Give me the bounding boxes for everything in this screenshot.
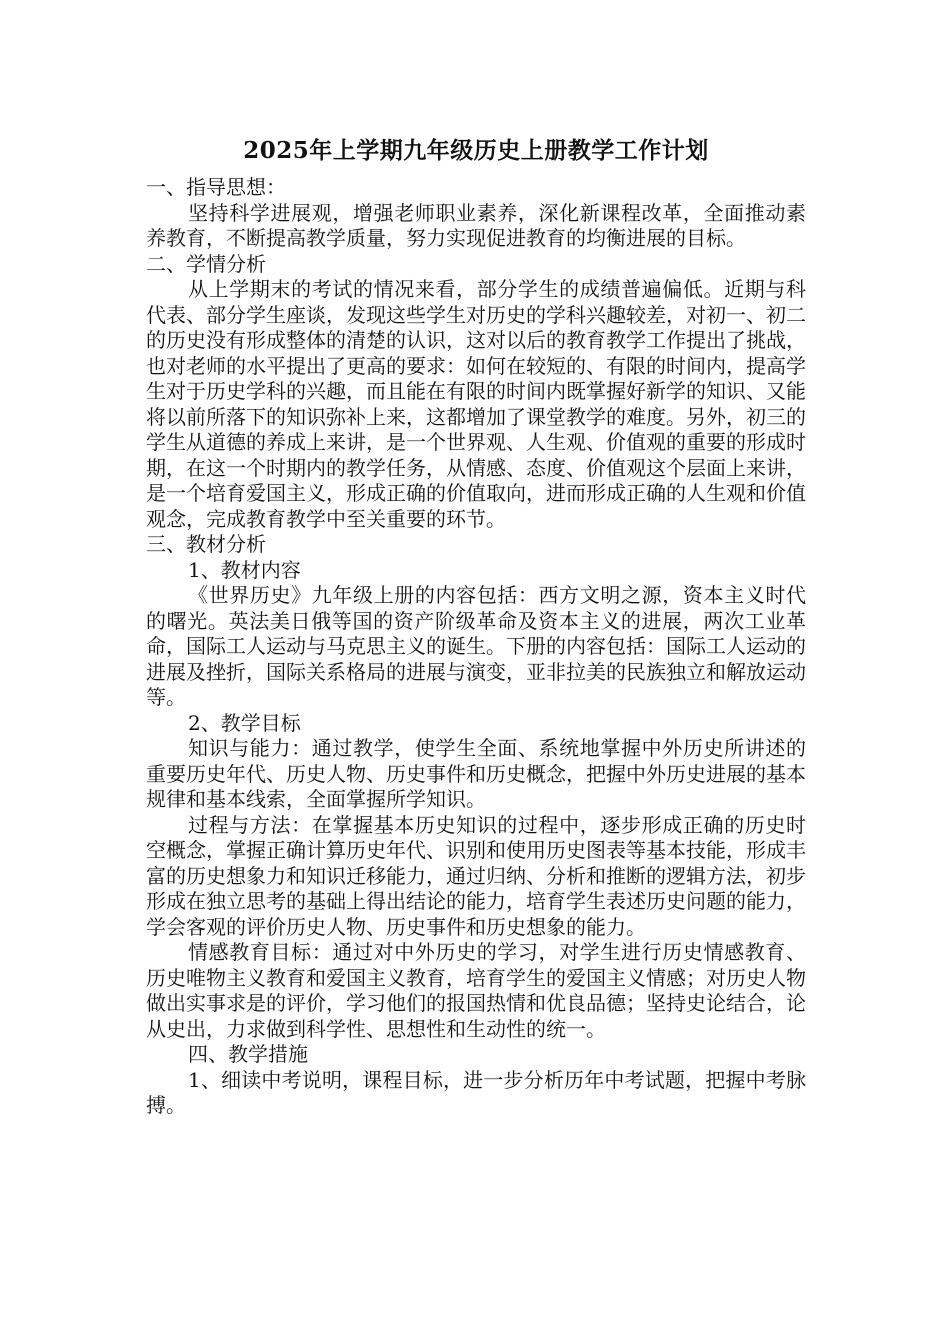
paragraph-textbook-content: 《世界历史》九年级上册的内容包括：西方文明之源，资本主义时代的曙光。英法美日俄等国的资产阶级革命及资本主义的进展，两次工业革命，国际工人运动与马克思主义的诞生。下册的内容包括：国际工人运动的进展及挫折，国际关系格局的进展与演变，亚非拉美的民族独立和解放运动等。 [146,583,806,709]
section-heading-textbook-analysis: 三、教材分析 [146,532,266,556]
subheading-teaching-goals: 2、教学目标 [188,710,301,735]
paragraph-emotion-goals: 情感教育目标：通过对中外历史的学习，对学生进行历史情感教育、历史唯物主义教育和爱国主义教育，培育学生的爱国主义情感；对历史人物做出实事求是的评价，学习他们的报国热情和优良品德；坚持史论结合，论从史出，力求做到科学性、思想性和生动性的统一。 [146,940,806,1041]
paragraph-process-method: 过程与方法：在掌握基本历史知识的过程中，逐步形成正确的历史时空概念，掌握正确计算历史年代、识别和使用历史图表等基本技能，形成丰富的历史想象力和知识迁移能力，通过归纳、分析和推断的逻辑方法，初步形成在独立思考的基础上得出结论的能力，培育学生表述历史问题的能力，学会客观的评价历史人物、历史事件和历史想象的能力。 [146,812,806,939]
document-page [146,135,806,1119]
document-title: 2025年上学期九年级历史上册教学工作计划 [243,137,709,164]
section-heading-student-analysis: 二、学情分析 [146,251,266,276]
paragraph-measure-1: 1、细读中考说明，课程目标，进一步分析历年中考试题，把握中考脉搏。 [146,1067,806,1117]
paragraph-student-analysis: 从上学期末的考试的情况来看，部分学生的成绩普遍偏低。近期与科代表、部分学生座谈，发现这些学生对历史的学科兴趣较差，对初一、初二的历史没有形成整体的清楚的认识，这对以后的教育教学工作提出了挑战，也对老师的水平提出了更高的要求：如何在较短的、有限的时间内，提高学生对于历史学科的兴趣，而且能在有限的时间内既掌握好新学的知识、又能将以前所落下的知识弥补上来，这都增加了课堂教学的难度。另外，初三的学生从道德的养成上来讲，是一个世界观、人生观、价值观的重要的形成时期，在这一个时期内的教学任务，从情感、态度、价值观这个层面上来讲，是一个培育爱国主义，形成正确的价值取向，进而形成正确的人生观和价值观念，完成教育教学中至关重要的环节。 [146,277,806,531]
paragraph-knowledge-ability: 知识与能力：通过教学，使学生全面、系统地掌握中外历史所讲述的重要历史年代、历史人物、历史事件和历史概念，把握中外历史进展的基本规律和基本线索，全面掌握所学知识。 [146,736,806,811]
section-heading-guiding-ideology: 一、指导思想： [146,175,286,199]
subheading-textbook-content: 1、教材内容 [188,557,301,582]
subheading-teaching-measures: 四、教学措施 [188,1042,308,1066]
paragraph-guiding-ideology: 坚持科学进展观，增强老师职业素养，深化新课程改革，全面推动素养教育，不断提高教学质量，努力实现促进教育的均衡进展的目标。 [146,200,806,250]
